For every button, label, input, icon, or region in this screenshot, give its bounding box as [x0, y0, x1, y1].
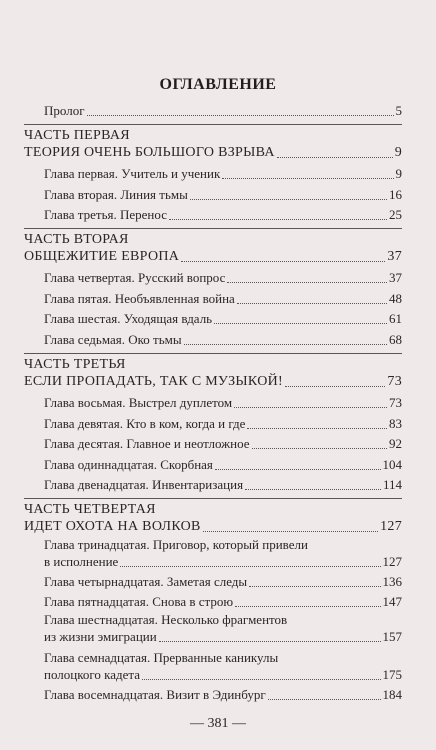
entry-page: 114 — [382, 477, 402, 492]
dot-leader — [190, 198, 387, 200]
entry-page: 127 — [380, 519, 402, 534]
section-divider — [24, 353, 402, 354]
section-divider — [24, 124, 402, 125]
toc-entry-chapter — [44, 207, 402, 223]
entry-label: Глава двенадцатая. Инвентаризация — [44, 477, 244, 492]
entry-page: 184 — [382, 687, 402, 702]
toc-entry-chapter — [44, 629, 402, 645]
entry-page: 25 — [389, 207, 402, 222]
entry-label: Глава одиннадцатая. Скорбная — [44, 457, 213, 472]
entry-page: 136 — [382, 574, 402, 589]
toc-entry-chapter — [44, 436, 402, 452]
entry-label-line2: в исполнение — [44, 554, 119, 569]
toc-entry-chapter — [44, 291, 402, 307]
toc-entry-chapter — [44, 687, 402, 703]
entry-label: Глава десятая. Главное и неотложное — [44, 436, 250, 451]
dot-leader — [214, 322, 387, 324]
toc-entry-chapter — [44, 554, 402, 570]
toc-entry-part — [24, 249, 402, 265]
entry-page: 37 — [389, 270, 402, 285]
toc-entry-chapter — [44, 187, 402, 203]
dot-leader — [215, 468, 381, 470]
entry-label: Глава первая. Учитель и ученик — [44, 166, 221, 181]
toc-entry-chapter — [44, 332, 402, 348]
entry-page: 104 — [382, 457, 402, 472]
entry-label: Глава вторая. Линия тьмы — [44, 187, 188, 202]
entry-page: 48 — [389, 291, 402, 306]
dot-leader — [268, 698, 381, 700]
dot-leader — [234, 406, 387, 408]
entry-page: 61 — [389, 311, 402, 326]
dot-leader — [277, 156, 393, 158]
dot-leader — [222, 177, 393, 179]
dot-leader — [203, 530, 378, 532]
entry-page: 9 — [394, 145, 402, 160]
dot-leader — [181, 260, 385, 262]
part-label: ЧАСТЬ ВТОРАЯ — [24, 232, 129, 247]
dot-leader — [249, 585, 380, 587]
entry-label: Глава четырнадцатая. Заметая следы — [44, 574, 248, 589]
toc-entry-part — [24, 374, 402, 390]
entry-page: 5 — [395, 103, 402, 118]
toc-entry-chapter — [44, 416, 402, 432]
dot-leader — [87, 114, 394, 116]
entry-page: 147 — [382, 594, 402, 609]
dot-leader — [285, 385, 385, 387]
part-label: ЧАСТЬ ПЕРВАЯ — [24, 128, 130, 143]
dot-leader — [184, 343, 387, 345]
entry-page: 175 — [382, 667, 402, 682]
entry-page: 16 — [389, 187, 402, 202]
part-label: ЧАСТЬ ТРЕТЬЯ — [24, 357, 126, 372]
entry-page: 73 — [387, 374, 402, 389]
toc-entry-part — [24, 145, 402, 161]
toc-entry-chapter — [44, 457, 402, 473]
part-title: ТЕОРИЯ ОЧЕНЬ БОЛЬШОГО ВЗРЫВА — [24, 145, 275, 160]
toc-entry-chapter — [44, 667, 402, 683]
toc-entry-chapter — [44, 270, 402, 286]
entry-page: 68 — [389, 332, 402, 347]
dot-leader — [245, 488, 381, 490]
part-title: ИДЕТ ОХОТА НА ВОЛКОВ — [24, 519, 201, 534]
entry-label: Глава девятая. Кто в ком, когда и где — [44, 416, 246, 431]
dot-leader — [159, 640, 381, 642]
entry-label: Глава восемнадцатая. Визит в Эдинбург — [44, 687, 266, 702]
entry-page: 9 — [395, 166, 402, 181]
dot-leader — [252, 447, 387, 449]
entry-label: Глава пятнадцатая. Снова в строю — [44, 594, 234, 609]
entry-page: 157 — [382, 629, 402, 644]
dot-leader — [120, 565, 380, 567]
entry-page: 37 — [387, 249, 402, 264]
entry-label-line1: Глава тринадцатая. Приговор, который привели — [44, 537, 308, 552]
toc-entry-chapter — [44, 477, 402, 493]
entry-label-line1: Глава семнадцатая. Прерванные каникулы — [44, 650, 279, 665]
dot-leader — [169, 218, 387, 220]
toc-entry-chapter — [44, 311, 402, 327]
page-number: — 381 — — [190, 716, 246, 731]
part-label: ЧАСТЬ ЧЕТВЕРТАЯ — [24, 502, 156, 517]
entry-label-line2: из жизни эмиграции — [44, 629, 157, 644]
dot-leader — [235, 605, 380, 607]
section-divider — [24, 498, 402, 499]
entry-label-line1: Глава шестнадцатая. Несколько фрагментов — [44, 612, 288, 627]
dot-leader — [142, 678, 380, 680]
section-divider — [24, 228, 402, 229]
entry-label: Глава восьмая. Выстрел дуплетом — [44, 395, 233, 410]
entry-page: 73 — [389, 395, 402, 410]
entry-label: Глава седьмая. Око тьмы — [44, 332, 182, 347]
entry-label: Глава шестая. Уходящая вдаль — [44, 311, 213, 326]
toc-entry-chapter — [44, 395, 402, 411]
toc-entry-chapter — [44, 574, 402, 590]
toc-entry-prologue — [44, 103, 402, 119]
part-title: ОБЩЕЖИТИЕ ЕВРОПА — [24, 249, 180, 264]
entry-label: Глава четвертая. Русский вопрос — [44, 270, 226, 285]
entry-label: Глава пятая. Необъявленная война — [44, 291, 235, 306]
toc-entry-part — [24, 519, 402, 535]
toc-entry-chapter — [44, 594, 402, 610]
dot-leader — [247, 427, 387, 429]
part-title: ЕСЛИ ПРОПАДАТЬ, ТАК С МУЗЫКОЙ! — [24, 374, 283, 389]
dot-leader — [227, 281, 387, 283]
entry-label-line2: полоцкого кадета — [44, 667, 141, 682]
entry-page: 83 — [389, 416, 402, 431]
entry-page: 92 — [389, 436, 402, 451]
dot-leader — [237, 302, 387, 304]
toc-entry-chapter — [44, 166, 402, 182]
toc-title: ОГЛАВЛЕНИЕ — [159, 76, 277, 93]
entry-label: Пролог — [44, 103, 85, 118]
entry-label: Глава третья. Перенос — [44, 207, 167, 222]
entry-page: 127 — [382, 554, 402, 569]
